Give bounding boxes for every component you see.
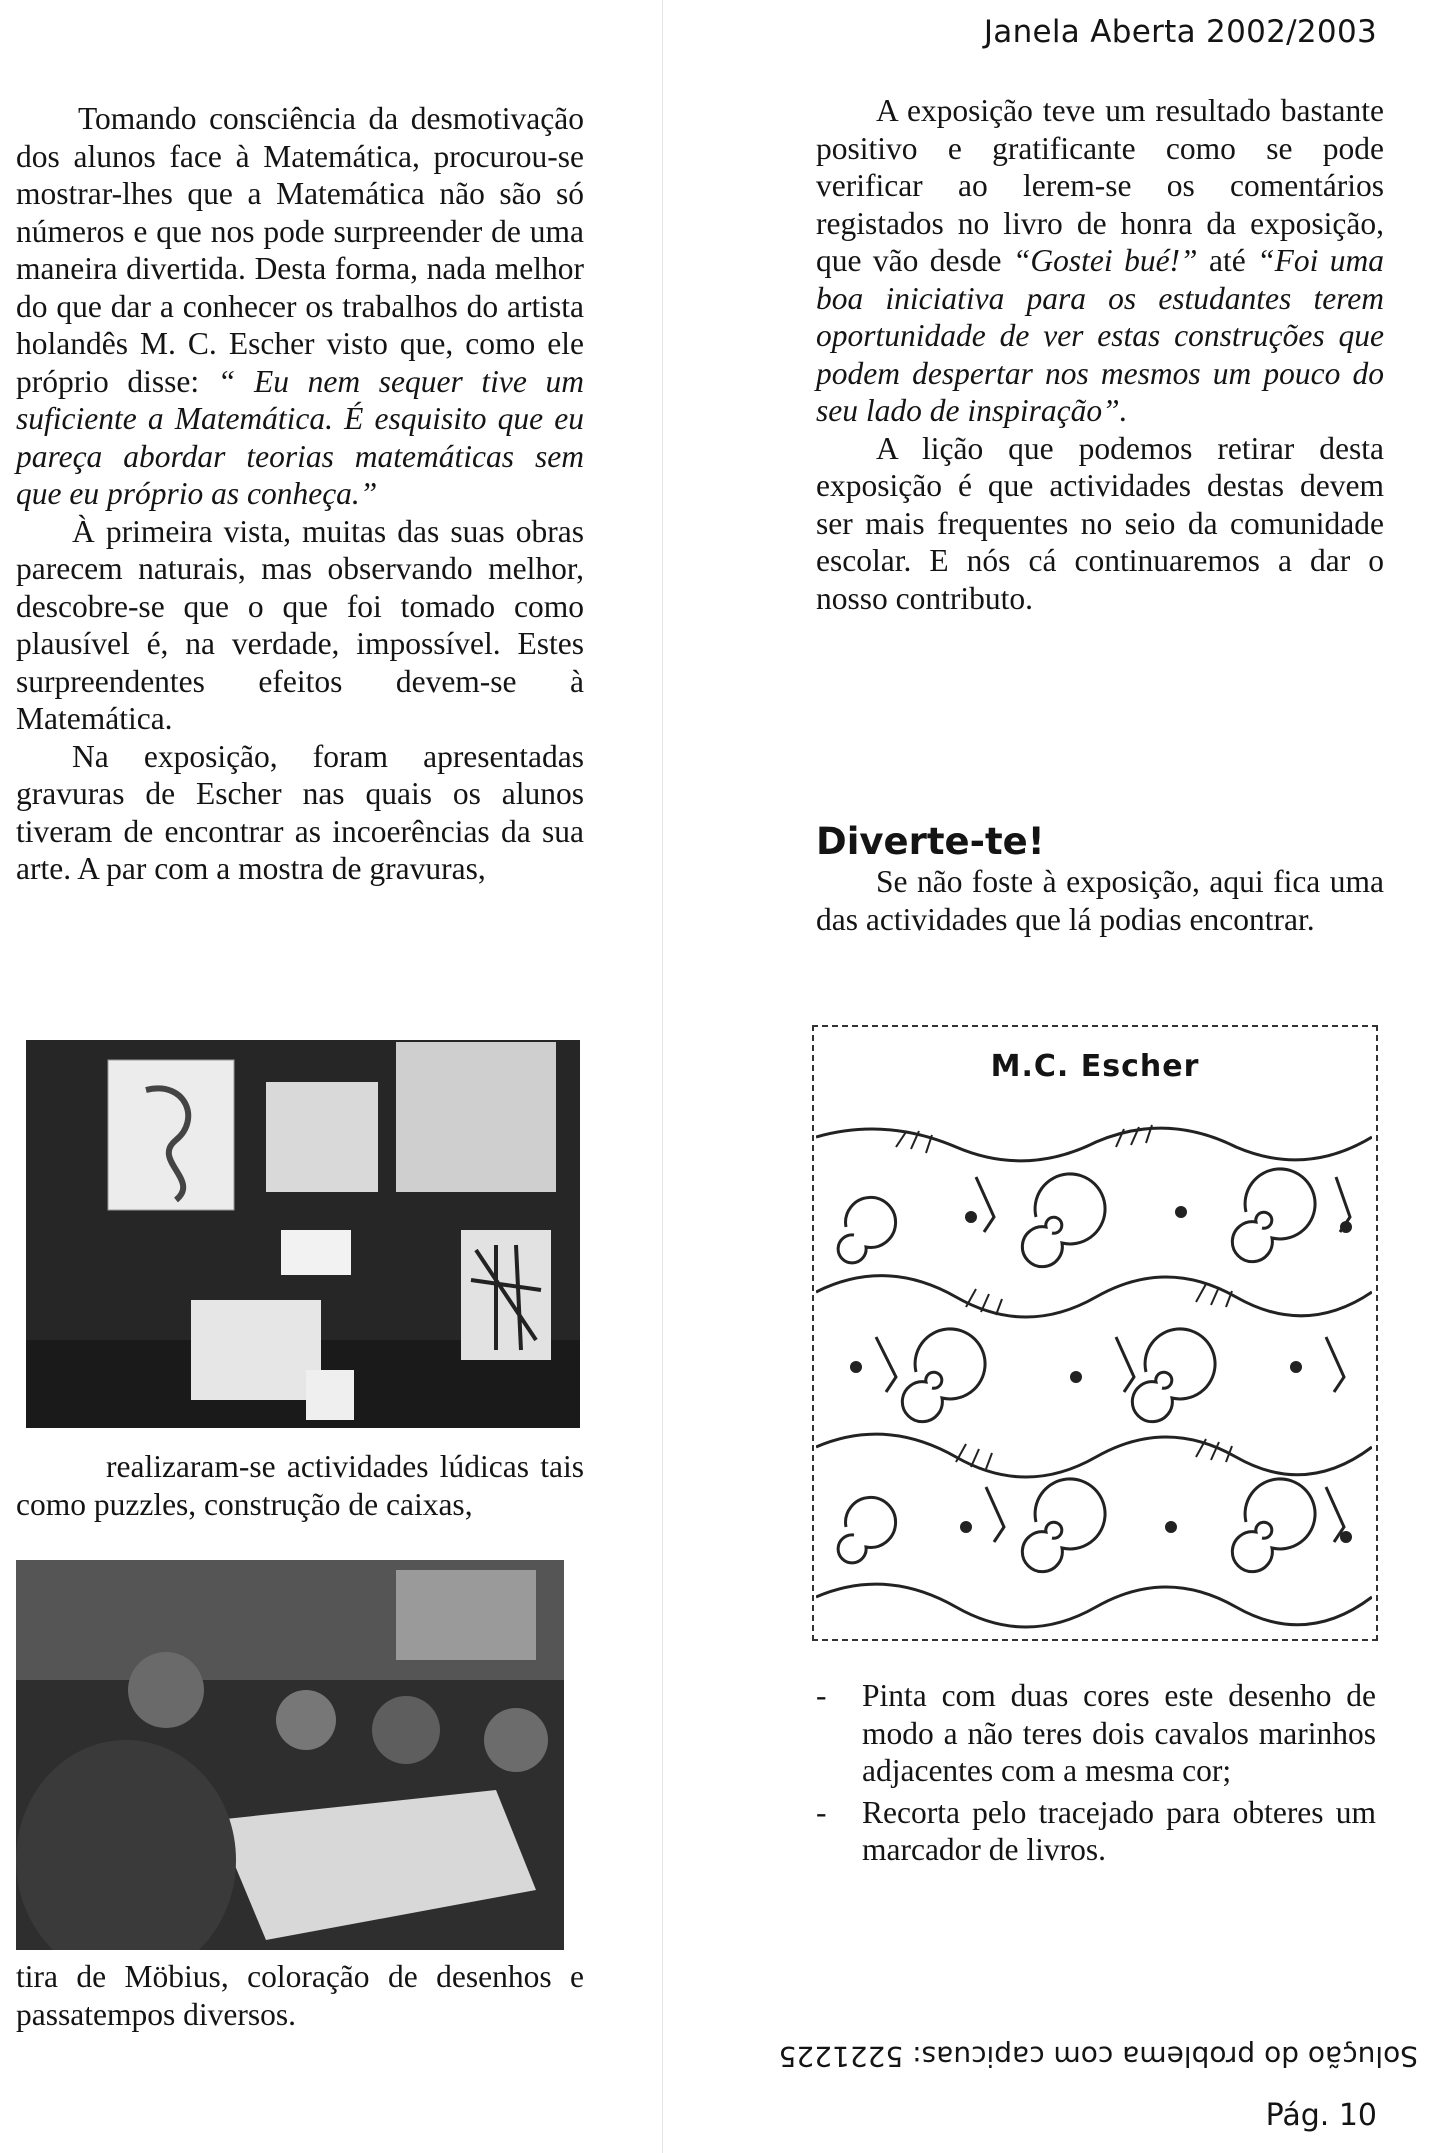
column-gutter: [662, 0, 663, 2153]
paragraph-lesson: A lição que podemos retirar desta exposição é que actividades destas devem ser mais frequentes no seio da comunidade escolar. E nós cá continuaremos a dar o nosso contributo.: [816, 430, 1384, 616]
paragraph-activities: realizaram-se actividades lúdicas tais como puzzles, construção de caixas,: [16, 1449, 584, 1522]
left-column-text-mid: [16, 1448, 584, 1523]
activity-intro: Se não foste à exposição, aqui fica uma das actividades que lá podias encontrar.: [816, 864, 1384, 937]
results-connector: até: [1208, 243, 1246, 278]
intro-paragraph: [16, 100, 584, 513]
left-column-text-bottom: [16, 1958, 584, 2033]
instruction-item: - Pinta com duas cores este desenho de modo a não teres dois cavalos marinhos adjacentes com a mesma cor;: [816, 1677, 1376, 1790]
intro-text: Tomando consciência da desmotivação dos alunos face à Matemática, procurou-se mostrar-lhes que a Matemática não são só números e que nos pode surpreender de uma maneira divertida. Desta forma, nada melhor do que dar a conhecer os trabalhos do artista holandês M. C. Escher visto que, como ele próprio disse:: [16, 101, 584, 399]
escher-quote: “ Eu nem sequer tive um suficiente a Matemática. É esquisito que eu pareça abordar teorias matemáticas sem que eu próprio as conheça.”: [16, 363, 585, 511]
results-text: A exposição teve um resultado bastante positivo e gratificante como se pode verificar ao lerem-se os comentários registados no livro de honra da exposição, que vão desde: [816, 93, 1384, 278]
paragraph-results: [816, 92, 1384, 430]
guestbook-quote-1: “Gostei bué!”: [1012, 243, 1198, 278]
upside-down-solution: Solução do problema com capicuas: 5221225: [778, 2040, 1418, 2073]
page-number: Pág. 10: [1265, 2098, 1377, 2133]
section-title: Diverte-te!: [816, 820, 1045, 863]
seahorse-tessellation: [816, 1117, 1372, 1637]
exhibition-photo: [26, 1040, 580, 1428]
escher-bookmark: [812, 1025, 1378, 1641]
right-column-text-top: [816, 92, 1384, 617]
activity-instructions: [816, 1677, 1376, 1873]
bookmark-title: M.C. Escher: [990, 1049, 1200, 1084]
instruction-item: - Recorta pelo tracejado para obteres um marcador de livros.: [816, 1794, 1376, 1869]
paragraph-first-view: À primeira vista, muitas das suas obras parecem naturais, mas observando melhor, descobre-se que o que foi tomado como plausível é, na verdade, impossível. Estes surpreendentes efeitos devem-se à Matemática.: [16, 513, 584, 736]
page-header: Janela Aberta 2002/2003: [983, 14, 1377, 50]
activity-section: [816, 820, 1384, 938]
left-column-text-top: [16, 100, 584, 888]
students-photo: [16, 1560, 564, 1950]
guestbook-quote-2: “Foi uma boa iniciativa para os estudantes terem oportunidade de ver estas construções que podem despertar nos mesmos um pouco do seu lado de inspiração”.: [816, 243, 1385, 428]
students-photo-drawing: [16, 1560, 564, 1950]
exhibition-photo-drawing: [26, 1040, 580, 1428]
paragraph-mobius: tira de Möbius, coloração de desenhos e passatempos diversos.: [16, 1959, 584, 2032]
paragraph-exhibition: Na exposição, foram apresentadas gravuras de Escher nas quais os alunos tiveram de encontrar as incoerências da sua arte. A par com a mostra de gravuras,: [16, 738, 584, 886]
